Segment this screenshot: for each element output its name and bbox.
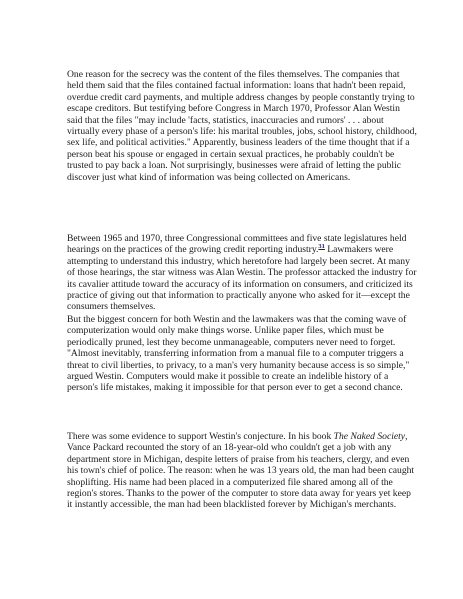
paragraph-secrecy-content: One reason for the secrecy was the content of the files themselves. The companies that held them said that the files contained factual information: loans that hadn't been repaid, overdue credit card payments, and multiple address changes by people constantly trying to escape creditors. But testifying before Congress in March 1970, Professor Alan Westin said that the files "may include 'facts, statistics, inaccuracies and rumors' . . . about virtually every phase of a person's life: his marital troubles, jobs, school history, childhood, sex life, and political activities." Apparently, business leaders of the time thought that if a person beat his spouse or engaged in certain sexual practices, he probably couldn't be trusted to pay back a loan. Not surprisingly, businesses were afraid of letting the public discover just what kind of information was being collected on Americans. — [67, 69, 417, 183]
paragraph-text-part: There was some evidence to support Westin's conjecture. In his book — [67, 431, 334, 442]
paragraph-computerization-concern: But the biggest concern for both Westin and the lawmakers was that the coming wave of computerization would only make things worse. Unlike paper files, which must be periodically pruned, lest they become unmanageable, computers never need to forget. "Almost inevitably, transferring information from a manual file to a computer triggers a threat to civil liberties, to privacy, to a man's very humanity because access is so simple," argued Westin. Computers would make it possible to create an indelible history of a person's life mistakes, making it impossible for that person ever to get a second chance. — [67, 314, 410, 394]
paragraph-text-part: Between 1965 and 1970, three Congressional committees and five state legislatures held hearings on the practices of the growing credit reporting industry. — [67, 233, 407, 256]
paragraph-congressional-hearings — [67, 233, 417, 313]
paragraph-text-part: , Vance Packard recounted the story of an 18-year-old who couldn't get a job with any department store in Michigan, despite letters of praise from his teachers, clergy, and even his town's chief of police. The reason: when he was 13 years old, the man had been caught shoplifting. His name had been placed in a computerized file shared among all of the region's stores. Thanks to the power of the computer to store data away for years yet keep it instantly accessible, the man had been blacklisted forever by Michigan's merchants. — [67, 431, 415, 511]
book-title: The Naked Society — [333, 431, 406, 442]
paragraph-text-part: Lawmakers were attempting to understand this industry, which heretofore had largely been secret. At many of those hearings, the star witness was Alan Westin. The professor attacked the industry for its cavalier attitude toward the accuracy of its information on consumers, and criticized its practice of giving out that information to practically anyone who asked for it—except the consumers themselves. — [67, 244, 417, 313]
footnote-link[interactable]: 31 — [318, 243, 325, 251]
paragraph-naked-society — [67, 431, 417, 511]
